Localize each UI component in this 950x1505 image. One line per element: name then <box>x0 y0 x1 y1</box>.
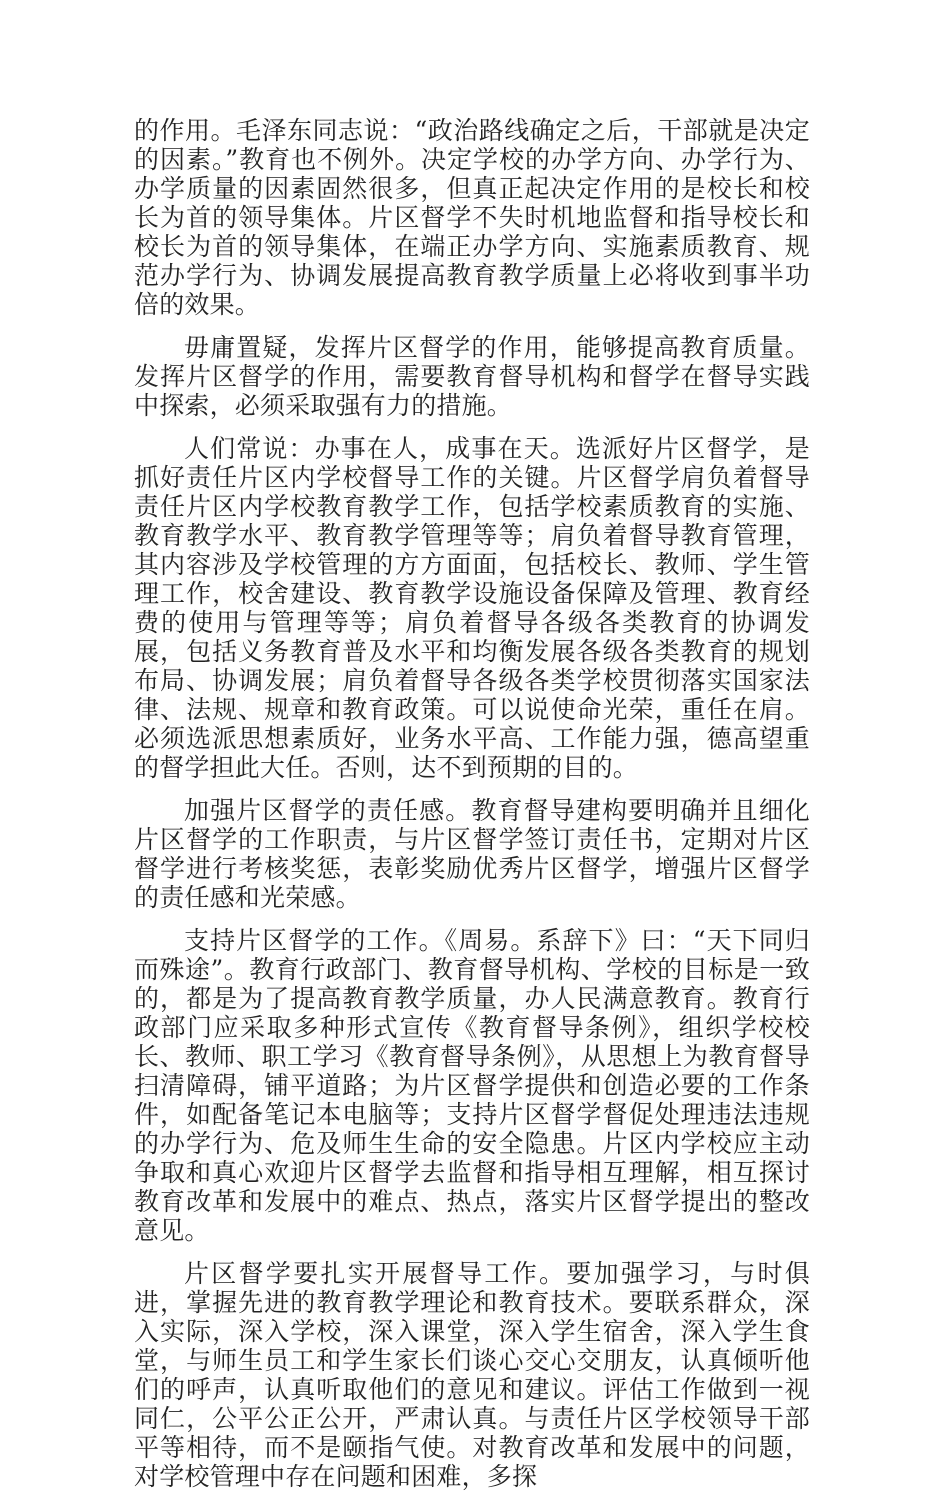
paragraph-carry-out-supervision: 片区督学要扎实开展督导工作。要加强学习，与时俱进，掌握先进的教育教学理论和教育技术。要联系群众，深入实际，深入学校，深入课堂，深入学生宿舍，深入学生食堂，与师生员工和学生家长们谈心交心交朋友，认真倾听他们的呼声，认真听取他们的意见和建议。评估工作做到一视同仁，公平公正公开，严肃认真。与责任片区学校领导干部平等相待，而不是颐指气使。对教育改革和发展中的问题，对学校管理中存在问题和困难，多探 <box>134 1259 810 1491</box>
paragraph-selecting-supervisors: 人们常说：办事在人，成事在天。选派好片区督学，是抓好责任片区内学校督导工作的关键。片区督学肩负着督导责任片区内学校教育教学工作，包括学校素质教育的实施、教育教学水平、教育教学管理等等；肩负着督导教育管理，其内容涉及学校管理的方方面面，包括校长、教师、学生管理工作，校舍建设、教育教学设施设备保障及管理、教育经费的使用与管理等等；肩负着督导各级各类教育的协调发展，包括义务教育普及水平和均衡发展各级各类教育的规划布局、协调发展；肩负着督导各级各类学校贯彻落实国家法律、法规、规章和教育政策。可以说使命光荣，重任在肩。必须选派思想素质好，业务水平高、工作能力强，德高望重的督学担此大任。否则，达不到预期的目的。 <box>134 434 810 782</box>
paragraph-responsibility: 加强片区督学的责任感。教育督导建构要明确并且细化片区督学的工作职责，与片区督学签订责任书，定期对片区督学进行考核奖惩，表彰奖励优秀片区督学，增强片区督学的责任感和光荣感。 <box>134 796 810 912</box>
paragraph-continuation: 的作用。毛泽东同志说：“政治路线确定之后，干部就是决定的因素。”教育也不例外。决定学校的办学方向、办学行为、办学质量的因素固然很多，但真正起决定作用的是校长和校长为首的领导集体。片区督学不失时机地监督和指导校长和校长为首的领导集体，在端正办学方向、实施素质教育、规范办学行为、协调发展提高教育教学质量上必将收到事半功倍的效果。 <box>134 116 810 319</box>
document-body <box>134 116 810 1505</box>
paragraph-role-of-supervisors: 毋庸置疑，发挥片区督学的作用，能够提高教育质量。发挥片区督学的作用，需要教育督导机构和督学在督导实践中探索，必须采取强有力的措施。 <box>134 333 810 420</box>
paragraph-support-work: 支持片区督学的工作。《周易。系辞下》曰：“天下同归而殊途”。教育行政部门、教育督导机构、学校的目标是一致的，都是为了提高教育教学质量，办人民满意教育。教育行政部门应采取多种形式宣传《教育督导条例》，组织学校校长、教师、职工学习《教育督导条例》，从思想上为教育督导扫清障碍，铺平道路；为片区督学提供和创造必要的工作条件，如配备笔记本电脑等；支持片区督学督促处理违法违规的办学行为、危及师生生命的安全隐患。片区内学校应主动争取和真心欢迎片区督学去监督和指导相互理解，相互探讨教育改革和发展中的难点、热点，落实片区督学提出的整改意见。 <box>134 926 810 1245</box>
